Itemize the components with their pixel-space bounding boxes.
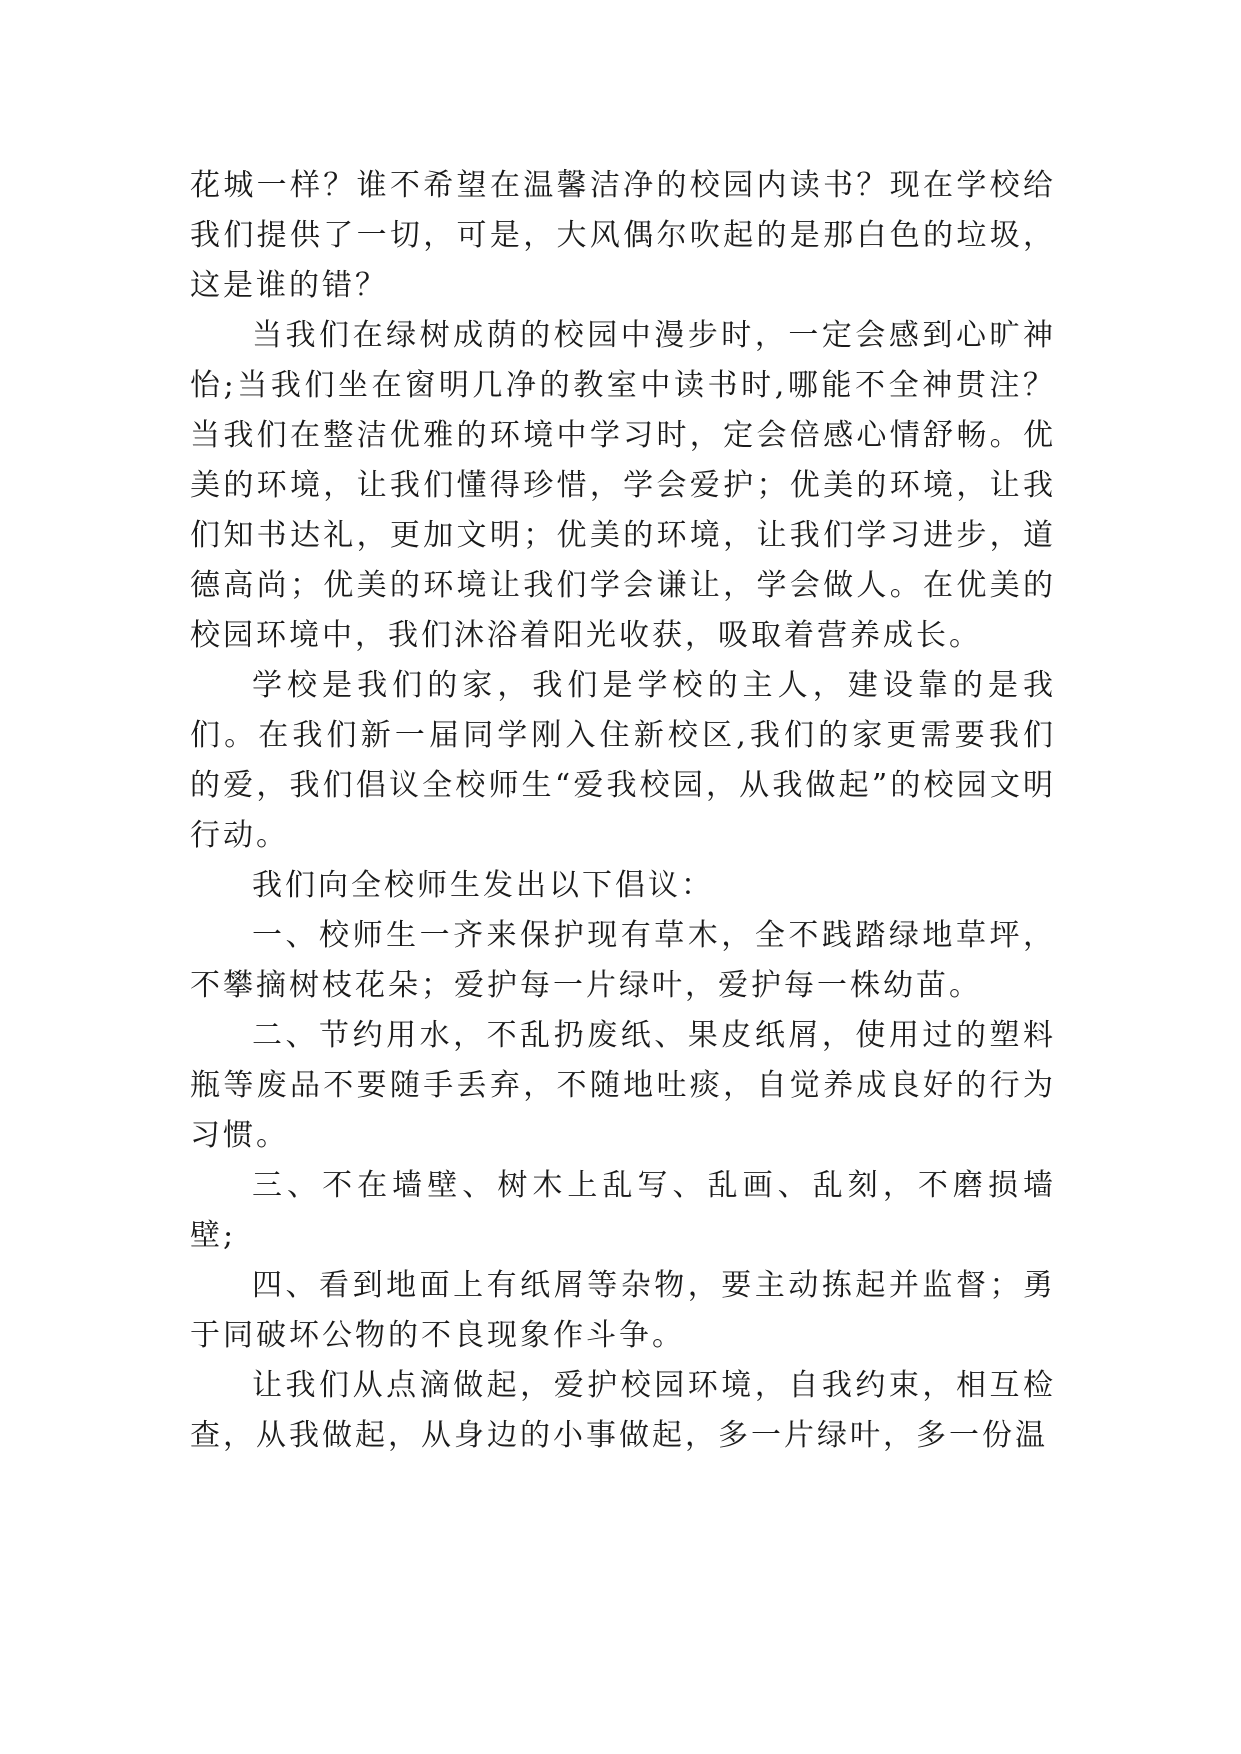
document-body: [190, 161, 1056, 1461]
proposal-item-3: 三、不在墙壁、树木上乱写、乱画、乱刻，不磨损墙壁;: [190, 1168, 1056, 1253]
proposal-item-4: 四、看到地面上有纸屑等杂物，要主动拣起并监督；勇于同破坏公物的不良现象作斗争。: [190, 1268, 1056, 1353]
paragraph-2: 当我们在绿树成荫的校园中漫步时，一定会感到心旷神怡;当我们坐在窗明几净的教室中读书时,哪能不全神贯注？当我们在整洁优雅的环境中学习时，定会倍感心情舒畅。优美的环境，让我们懂得珍惜，学会爱护；优美的环境，让我们知书达礼，更加文明；优美的环境，让我们学习进步，道德高尚；优美的环境让我们学会谦让，学会做人。在优美的校园环境中，我们沐浴着阳光收获，吸取着营养成长。: [190, 318, 1056, 653]
proposal-item-2: 二、节约用水，不乱扔废纸、果皮纸屑，使用过的塑料瓶等废品不要随手丢弃，不随地吐痰，自觉养成良好的行为习惯。: [190, 1018, 1056, 1153]
paragraph-4: 我们向全校师生发出以下倡议：: [252, 868, 714, 903]
closing-paragraph: 让我们从点滴做起，爱护校园环境，自我约束，相互检查，从我做起，从身边的小事做起，多一片绿叶，多一份温: [190, 1368, 1056, 1453]
proposal-item-1: 一、校师生一齐来保护现有草木，全不践踏绿地草坪，不攀摘树枝花朵；爱护每一片绿叶，爱护每一株幼苗。: [190, 918, 1056, 1003]
paragraph-1: 花城一样？谁不希望在温馨洁净的校园内读书？现在学校给我们提供了一切，可是，大风偶尔吹起的是那白色的垃圾，这是谁的错？: [190, 168, 1056, 303]
paragraph-3: 学校是我们的家，我们是学校的主人，建设靠的是我们。在我们新一届同学刚入住新校区,我们的家更需要我们的爱，我们倡议全校师生“爱我校园，从我做起”的校园文明行动。: [190, 668, 1056, 853]
